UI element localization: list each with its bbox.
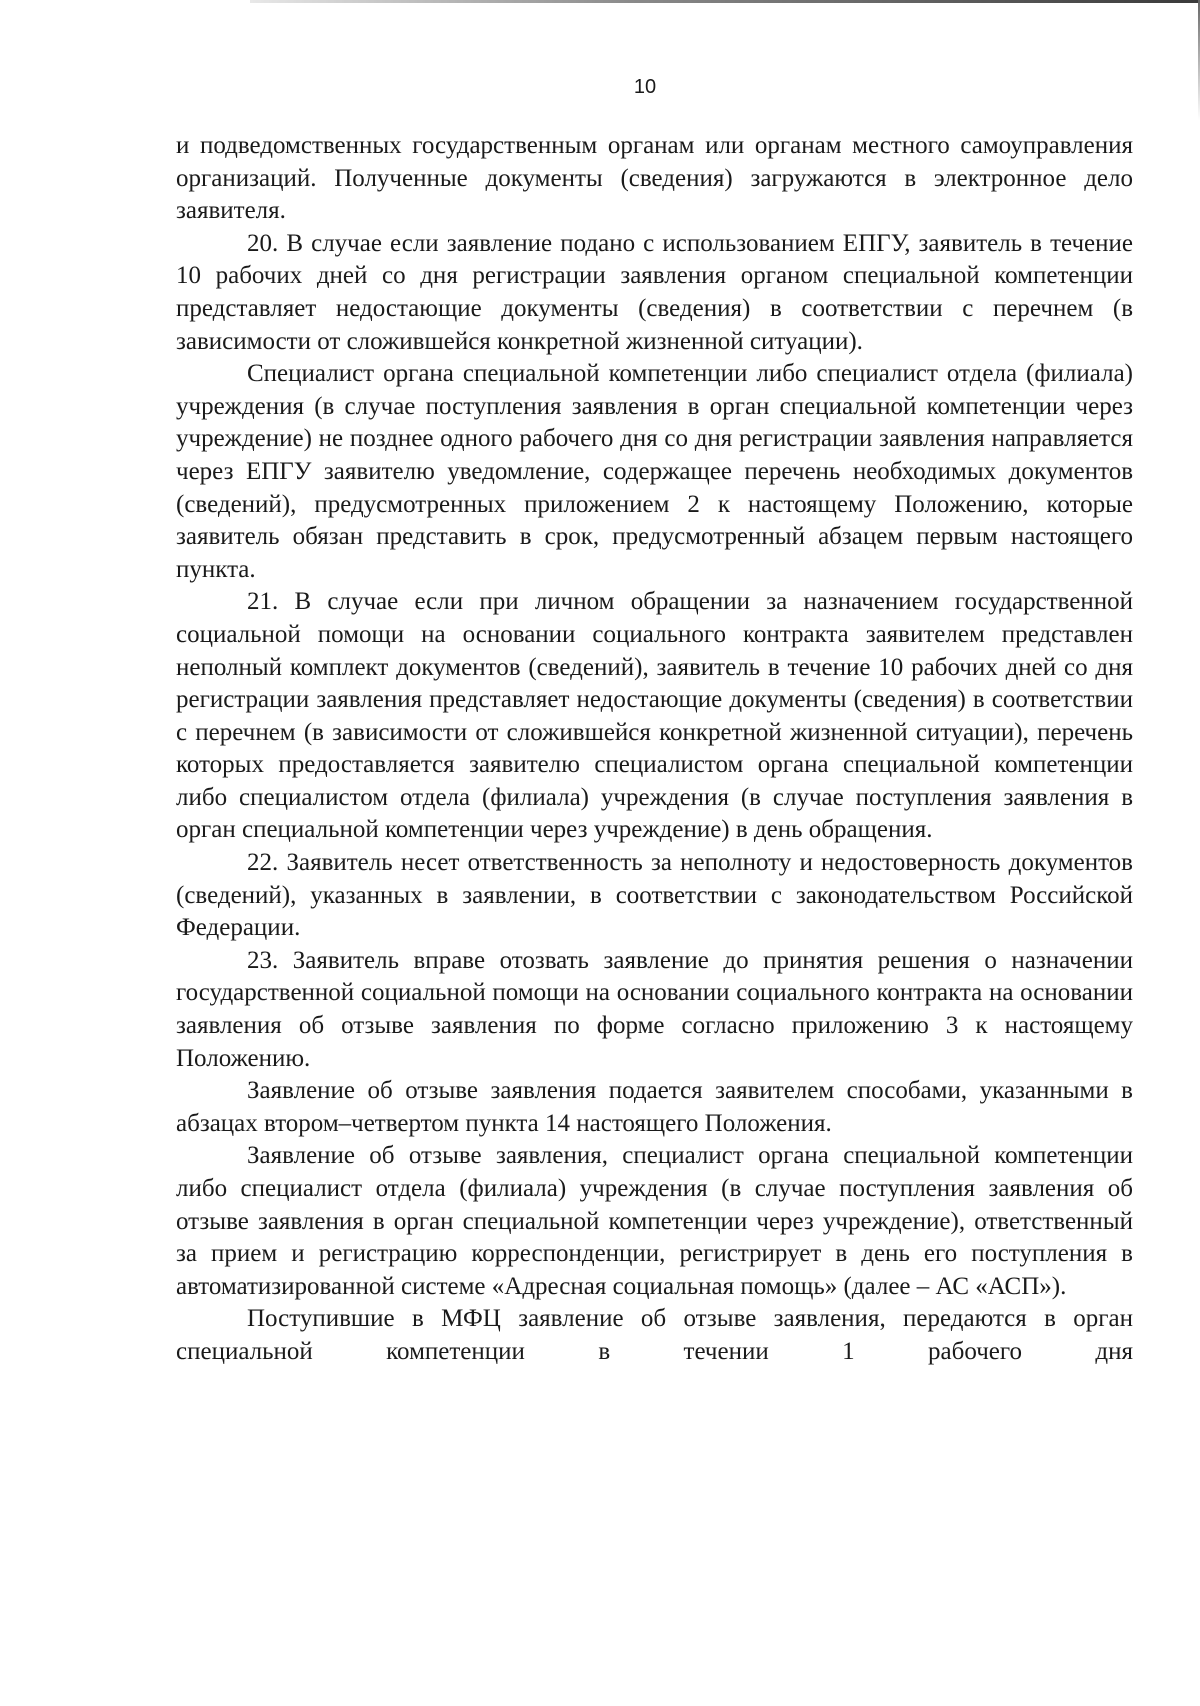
scan-top-edge bbox=[250, 0, 1200, 3]
paragraph-item-21: 21. В случае если при личном обращении за назначением государственной социальной помощи на основании социального контракта заявителем представлен неполный комплект документов (сведений), заявитель в течение 10 рабочих дней со дня регистрации заявления представляет недостающие документы (сведения) в соответствии с перечнем (в зависимости от сложившейся конкретной жизненной ситуации), перечень которых предоставляется заявителю специалистом органа специальной компетенции либо специалистом отдела (филиала) учреждения (в случае поступления заявления в орган специальной компетенции через учреждение) в день обращения. bbox=[176, 588, 1133, 844]
paragraph-continuation: и подведомственных государственным органам или органам местного самоуправления организаций. Полученные документы (сведения) загружаются в электронное дело заявителя. bbox=[176, 132, 1133, 225]
paragraph-withdrawal-registration: Заявление об отзыве заявления, специалист органа специальной компетенции либо специалист отдела (филиала) учреждения (в случае поступления заявления об отзыве заявления в орган специальной компетенции через учреждение), ответственный за прием и регистрацию корреспонденции, регистрирует в день его поступления в автоматизированной системе «Адресная социальная помощь» (далее – АС «АСП»). bbox=[176, 1142, 1133, 1300]
document-body bbox=[176, 130, 1133, 1369]
page-number: 10 bbox=[633, 76, 657, 98]
paragraph-item-22: 22. Заявитель несет ответственность за неполноту и недостоверность документов (сведений), указанных в заявлении, в соответствии с законодательством Российской Федерации. bbox=[176, 849, 1133, 942]
paragraph-mfc-transfer: Поступившие в МФЦ заявление об отзыве заявления, передаются в орган специальной компетенции в течении 1 рабочего дня bbox=[176, 1305, 1133, 1365]
paragraph-specialist-notification: Специалист органа специальной компетенции либо специалист отдела (филиала) учреждения (в случае поступления заявления в орган специальной компетенции через учреждение) не позднее одного рабочего дня со дня регистрации заявления направляется через ЕПГУ заявителю уведомление, содержащее перечень необходимых документов (сведений), предусмотренных приложением 2 к настоящему Положению, которые заявитель обязан представить в срок, предусмотренный абзацем первым настоящего пункта. bbox=[176, 360, 1133, 583]
paragraph-item-20: 20. В случае если заявление подано с использованием ЕПГУ, заявитель в течение 10 рабочих дней со дня регистрации заявления органом специальной компетенции представляет недостающие документы (сведения) в соответствии с перечнем (в зависимости от сложившейся конкретной жизненной ситуации). bbox=[176, 229, 1133, 355]
paragraph-withdrawal-submission: Заявление об отзыве заявления подается заявителем способами, указанными в абзацах втором–четвертом пункта 14 настоящего Положения. bbox=[176, 1077, 1133, 1137]
paragraph-item-23: 23. Заявитель вправе отозвать заявление до принятия решения о назначении государственной социальной помощи на основании социального контракта на основании заявления об отзыве заявления по форме согласно приложению 3 к настоящему Положению. bbox=[176, 946, 1133, 1072]
